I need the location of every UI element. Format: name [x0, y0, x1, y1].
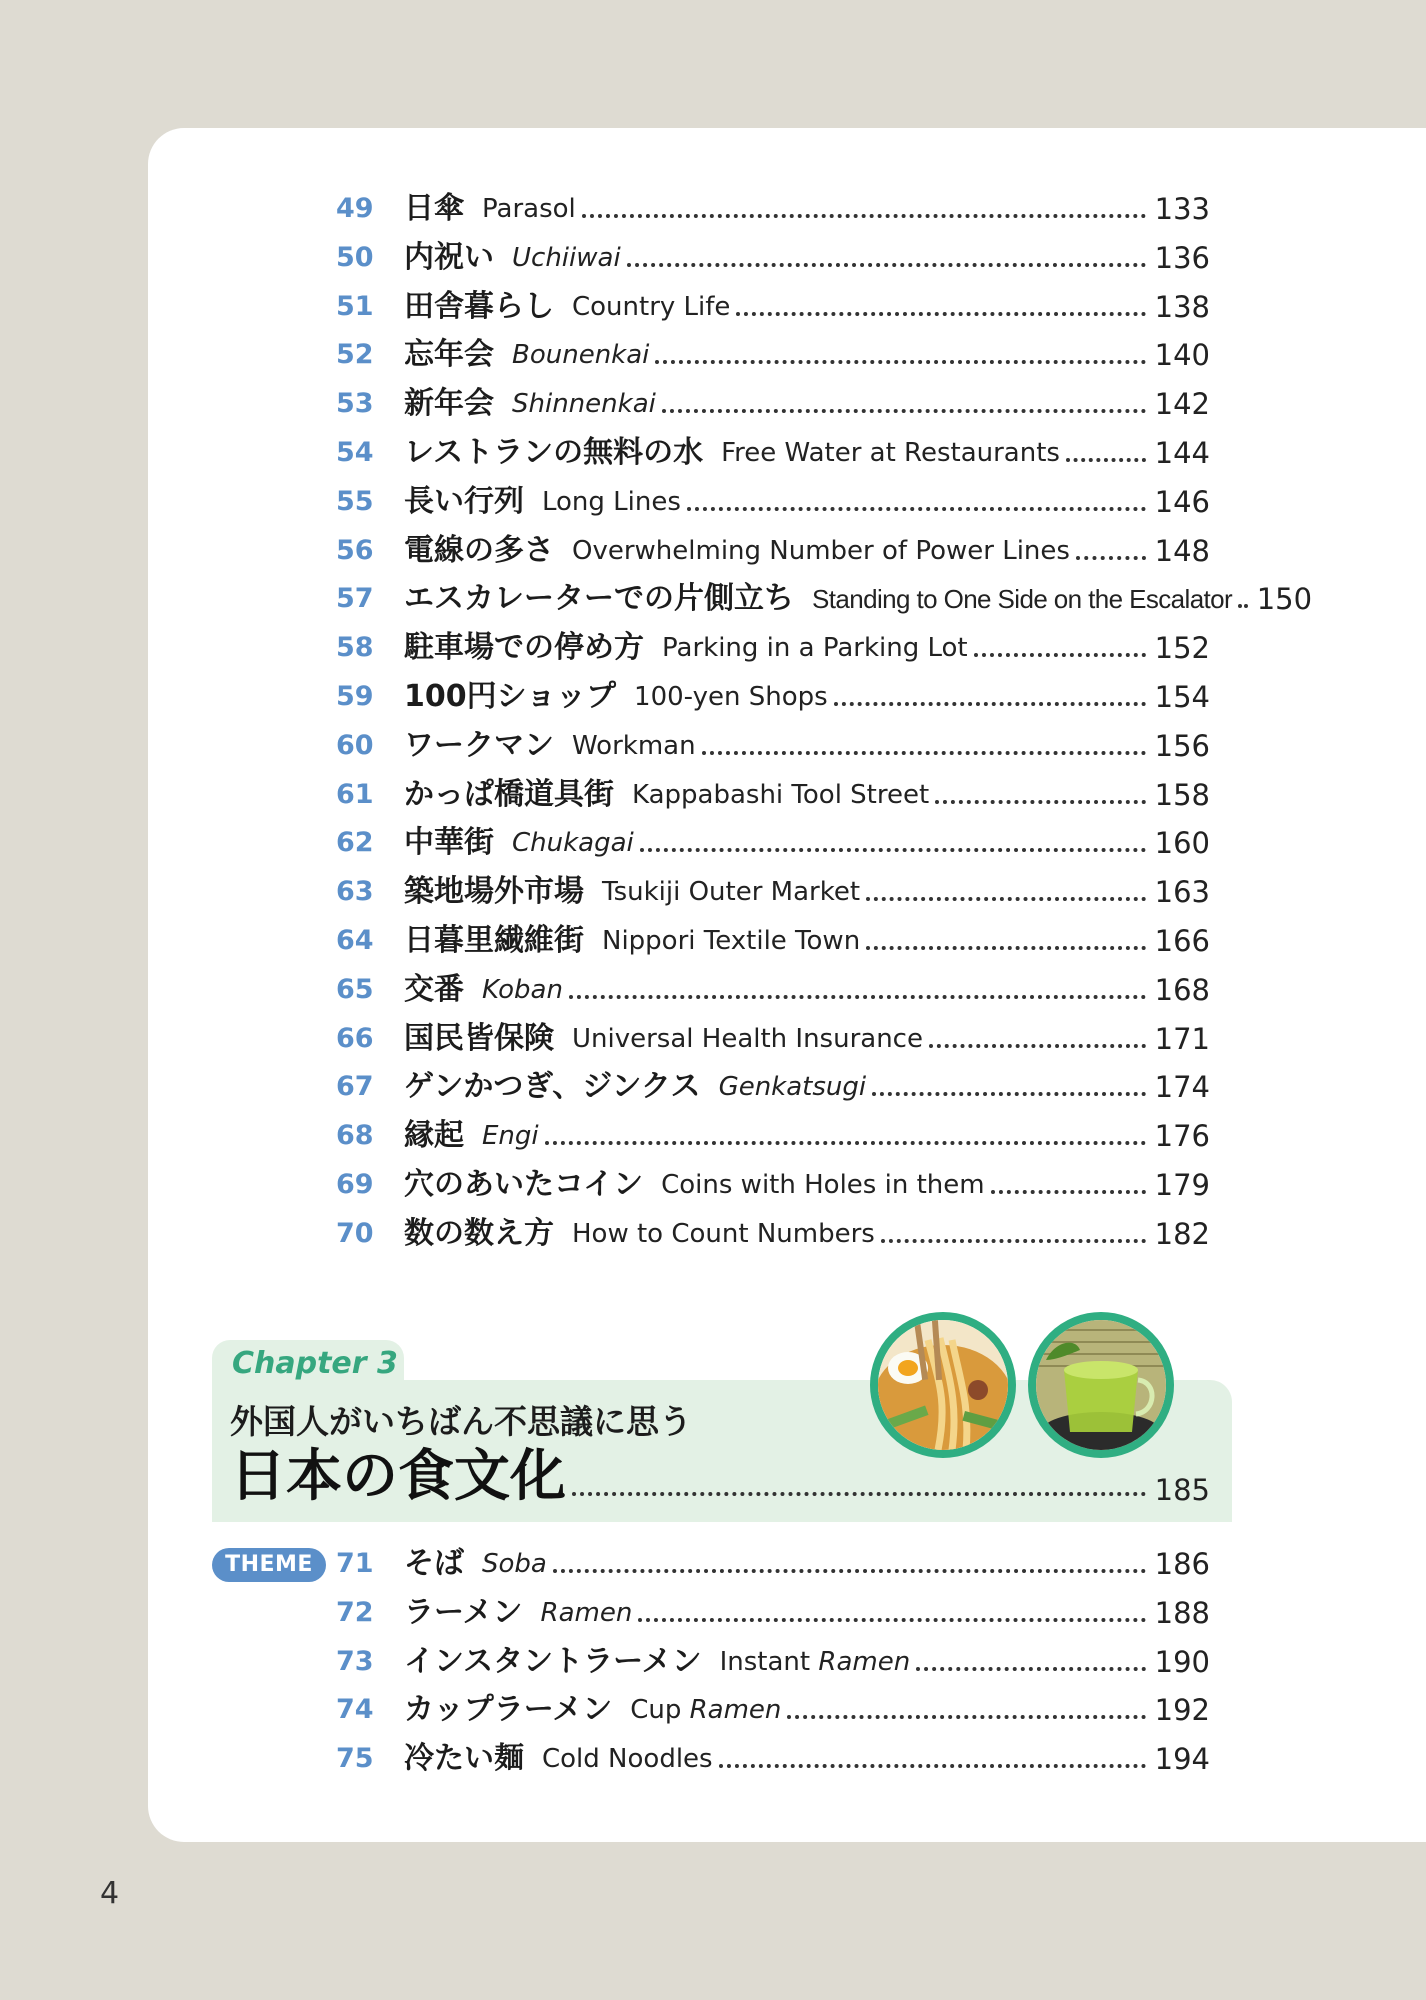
entry-page-number: 163: [1154, 875, 1210, 910]
entry-number: 75: [336, 1743, 374, 1775]
entry-page-number: 179: [1154, 1168, 1210, 1202]
entry-title-en: Genkatsugi: [718, 1072, 867, 1103]
entry-title-en-prefix: Cup: [630, 1695, 690, 1726]
entry-title-en: Tsukiji Outer Market: [602, 877, 861, 908]
toc-row[interactable]: [336, 1593, 1210, 1633]
entry-number: 72: [336, 1596, 374, 1628]
entry-title-en: Workman: [572, 730, 696, 761]
entry-page-number: 148: [1154, 533, 1210, 568]
entry-page-number: 136: [1154, 240, 1210, 275]
entry-page-number: 138: [1154, 289, 1210, 324]
leader-dots: [638, 1618, 1146, 1622]
entry-number: 57: [336, 583, 374, 615]
entry-page-number: 168: [1154, 972, 1210, 1007]
entry-title-en: Parasol: [482, 194, 576, 224]
toc-row[interactable]: [336, 872, 1210, 912]
entry-title-jp: 築地場外市場: [404, 874, 584, 910]
entry-title-en: Cold Noodles: [542, 1744, 713, 1775]
entry-number: 52: [336, 339, 374, 371]
chapter-title: 日本の食文化: [230, 1444, 566, 1509]
entry-number: 58: [336, 632, 374, 664]
leader-dots: [866, 897, 1146, 901]
green-tea-photo: [1028, 1312, 1174, 1458]
entry-title-en: Uchiiwai: [512, 242, 621, 273]
entry-title-en: Parking in a Parking Lot: [662, 633, 968, 664]
entry-title-jp: ラーメン: [404, 1594, 523, 1630]
entry-title-jp: そば: [404, 1546, 464, 1581]
toc-row[interactable]: [336, 726, 1210, 766]
leader-dots: [866, 946, 1146, 950]
leader-dots: [640, 848, 1146, 852]
entry-page-number: 133: [1154, 192, 1210, 226]
entry-number: 74: [336, 1694, 374, 1726]
entry-title-jp: 新年会: [404, 386, 494, 422]
entry-number: 71: [336, 1548, 374, 1579]
leader-dots: [787, 1715, 1146, 1719]
entry-page-number: 188: [1154, 1595, 1210, 1630]
toc-row[interactable]: [336, 677, 1210, 717]
entry-title-jp: 交番: [404, 971, 464, 1007]
entry-title-en: Nippori Textile Town: [602, 926, 861, 956]
entry-page-number: 158: [1154, 777, 1210, 812]
entry-title-en: Soba: [482, 1549, 547, 1579]
entry-page-number: 171: [1154, 1021, 1210, 1056]
entry-title-jp: 100円ショップ: [404, 679, 617, 714]
toc-row[interactable]: [336, 384, 1210, 424]
entry-page-number: 190: [1154, 1644, 1210, 1679]
toc-row[interactable]: [336, 1067, 1210, 1107]
leader-dots: [1076, 556, 1146, 560]
entry-number: 68: [336, 1120, 374, 1152]
leader-dots: [719, 1764, 1146, 1768]
entry-title-en-prefix: Instant: [719, 1646, 819, 1677]
entry-number: 61: [336, 778, 374, 810]
entry-page-number: 160: [1154, 826, 1210, 861]
entry-number: 66: [336, 1022, 374, 1054]
entry-title-en: Koban: [482, 974, 563, 1005]
toc-row[interactable]: [336, 823, 1210, 863]
leader-dots: [935, 800, 1146, 804]
entry-title-en: Standing to One Side on the Escalator: [812, 584, 1233, 615]
ramen-illustration: [878, 1320, 1008, 1450]
entry-number: 59: [336, 681, 374, 712]
entry-title-en: 100-yen Shops: [634, 682, 828, 712]
toc-row[interactable]: [336, 775, 1210, 815]
entry-title-jp: かっぱ橋道具街: [404, 776, 614, 812]
entry-number: 49: [336, 193, 374, 224]
theme-badge: THEME: [212, 1548, 326, 1582]
chapter-label: Chapter 3: [232, 1346, 398, 1381]
entry-page-number: 176: [1154, 1119, 1210, 1154]
entry-page-number: 166: [1154, 924, 1210, 958]
entry-title-en: Engi: [482, 1121, 539, 1152]
entry-title-jp: インスタントラーメン: [404, 1643, 702, 1679]
entry-title-jp: レストランの無料の水: [404, 435, 704, 470]
leader-dots: [662, 409, 1146, 413]
toc-row[interactable]: [336, 628, 1210, 668]
leader-dots: [572, 1492, 1146, 1496]
entry-number: 51: [336, 290, 374, 322]
entry-title-en: Ramen: [540, 1597, 633, 1628]
entry-page-number: 186: [1154, 1547, 1210, 1581]
entry-page-number: 146: [1154, 484, 1210, 519]
leader-dots: [627, 263, 1146, 267]
toc-row[interactable]: [336, 970, 1210, 1010]
entry-number: 62: [336, 827, 374, 859]
entry-number: 56: [336, 534, 374, 566]
entry-title-en: Long Lines: [542, 486, 681, 517]
leader-dots: [991, 1190, 1146, 1194]
toc-row[interactable]: [336, 482, 1210, 522]
toc-row[interactable]: [336, 433, 1210, 473]
leader-dots: [687, 507, 1146, 511]
leader-dots: [929, 1044, 1146, 1048]
entry-page-number: 182: [1154, 1216, 1210, 1251]
entry-page-number: 140: [1154, 338, 1210, 373]
toc-row[interactable]: [336, 921, 1210, 961]
entry-title-en: Kappabashi Tool Street: [632, 779, 930, 810]
entry-title-jp: 日傘: [404, 191, 464, 226]
entry-number: 55: [336, 485, 374, 517]
entry-title-jp: 数の数え方: [404, 1215, 554, 1251]
entry-title-jp: 冷たい麺: [404, 1741, 524, 1777]
entry-number: 63: [336, 876, 374, 908]
toc-row[interactable]: [336, 238, 1210, 278]
entry-page-number: 142: [1154, 387, 1210, 422]
entry-number: 70: [336, 1217, 374, 1249]
leader-dots: [916, 1667, 1146, 1671]
entry-title-jp: 忘年会: [404, 337, 494, 373]
entry-title-jp: ゲンかつぎ、ジンクス: [404, 1069, 701, 1105]
leader-dots: [1238, 604, 1248, 608]
entry-title-jp: 中華街: [404, 825, 494, 861]
entry-number: 64: [336, 925, 374, 956]
toc-row[interactable]: [336, 1544, 1210, 1584]
leader-dots: [872, 1092, 1146, 1096]
toc-row[interactable]: [336, 579, 1313, 619]
entry-title-en: Coins with Holes in them: [661, 1170, 985, 1200]
leader-dots: [834, 702, 1146, 706]
toc-row[interactable]: [336, 287, 1210, 327]
entry-page-number: 192: [1154, 1693, 1210, 1728]
chapter-title-row[interactable]: [230, 1440, 1210, 1510]
entry-number: 65: [336, 973, 374, 1005]
leader-dots: [569, 995, 1146, 999]
entry-title-jp: 長い行列: [404, 483, 524, 519]
entry-title-jp: 電線の多さ: [404, 532, 554, 568]
entry-title-jp: 穴のあいたコイン: [404, 1167, 644, 1202]
leader-dots: [655, 360, 1146, 364]
chapter-subtitle: 外国人がいちばん不思議に思う: [230, 1402, 692, 1441]
entry-title-en: Universal Health Insurance: [572, 1023, 923, 1054]
leader-dots: [582, 214, 1146, 218]
entry-page-number: 144: [1154, 436, 1210, 470]
leader-dots: [553, 1569, 1146, 1573]
entry-title-en: How to Count Numbers: [572, 1218, 875, 1249]
entry-title-jp: 田舎暮らし: [404, 288, 554, 324]
entry-number: 69: [336, 1169, 374, 1200]
entry-number: 67: [336, 1071, 374, 1103]
entry-number: 54: [336, 437, 374, 468]
ramen-photo: [870, 1312, 1016, 1458]
entry-page-number: 174: [1154, 1070, 1210, 1105]
toc-row[interactable]: [336, 1019, 1210, 1059]
page-number: 4: [100, 1876, 120, 1911]
entry-number: 73: [336, 1645, 374, 1677]
entry-title-jp: 駐車場での停め方: [404, 630, 644, 666]
entry-title-jp: 国民皆保険: [404, 1020, 554, 1056]
toc-row[interactable]: [336, 1690, 1210, 1730]
chapter-page-number: 185: [1154, 1473, 1210, 1507]
toc-row[interactable]: [336, 189, 1210, 229]
entry-page-number: 150: [1256, 582, 1313, 617]
entry-number: 53: [336, 388, 374, 420]
toc-row[interactable]: [336, 531, 1210, 571]
entry-title-jp: 日暮里繊維街: [404, 923, 584, 958]
toc-row[interactable]: [336, 1642, 1210, 1682]
entry-title-en: Country Life: [572, 291, 731, 322]
entry-number: 50: [336, 241, 374, 273]
leader-dots: [702, 751, 1146, 755]
entry-page-number: 154: [1154, 680, 1210, 714]
entry-title-en: Free Water at Restaurants: [721, 438, 1060, 468]
leader-dots: [974, 653, 1146, 657]
toc-row[interactable]: [336, 1116, 1210, 1156]
entry-number: 60: [336, 729, 374, 761]
toc-row[interactable]: [336, 1214, 1210, 1254]
toc-row[interactable]: [336, 1739, 1210, 1779]
leader-dots: [545, 1141, 1146, 1145]
entry-title-jp: エスカレーターでの片側立ち: [404, 581, 794, 617]
toc-row[interactable]: [336, 335, 1210, 375]
entry-title-en: Overwhelming Number of Power Lines: [572, 535, 1070, 566]
toc-row[interactable]: [336, 1165, 1210, 1205]
entry-title-en: Ramen: [818, 1646, 911, 1677]
entry-page-number: 156: [1154, 728, 1210, 763]
entry-title-en: Shinnenkai: [512, 389, 656, 420]
entry-title-jp: 内祝い: [404, 239, 494, 275]
leader-dots: [881, 1239, 1146, 1243]
leader-dots: [1066, 458, 1146, 462]
leader-dots: [736, 312, 1146, 316]
entry-page-number: 194: [1154, 1742, 1210, 1777]
tea-illustration: [1036, 1320, 1166, 1450]
entry-page-number: 152: [1154, 631, 1210, 666]
entry-title-en: Ramen: [689, 1695, 782, 1726]
entry-title-jp: 縁起: [404, 1118, 464, 1154]
entry-title-en: Bounenkai: [512, 340, 650, 371]
entry-title-en: Chukagai: [512, 828, 634, 859]
entry-title-jp: ワークマン: [404, 727, 554, 763]
entry-title-jp: カップラーメン: [404, 1692, 613, 1728]
